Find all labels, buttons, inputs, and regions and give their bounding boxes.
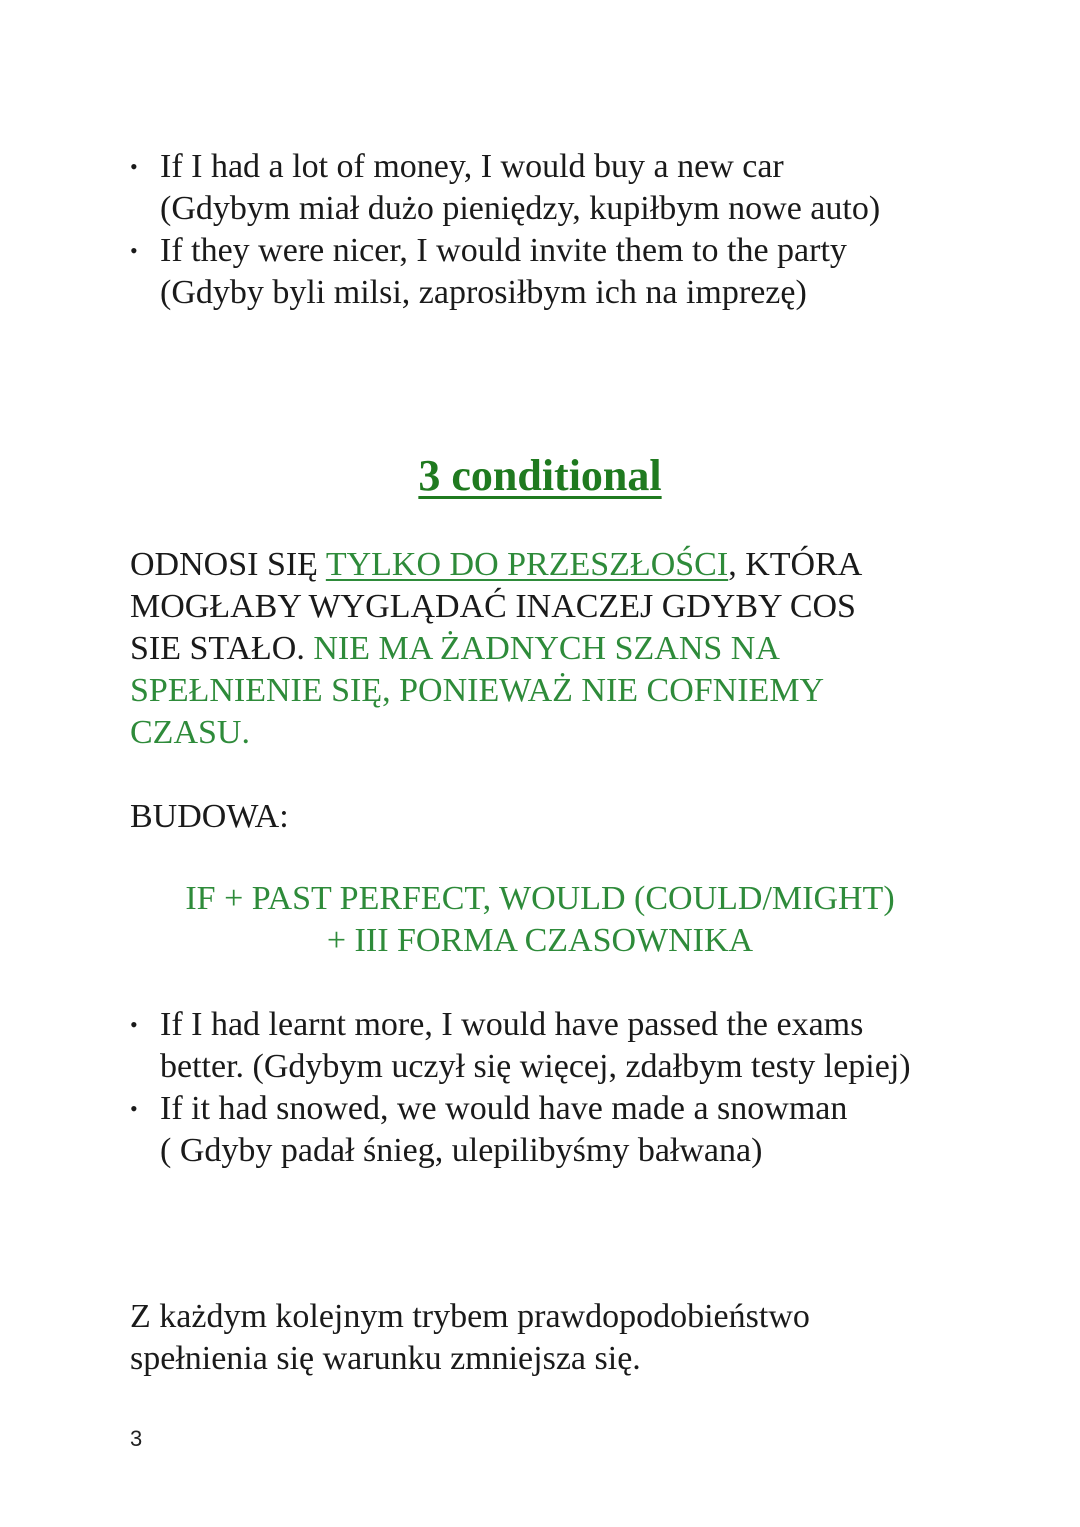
summary-line: Z każdym kolejnym trybem prawdopodobieństwo bbox=[130, 1298, 810, 1335]
summary-line: spełnienia się warunku zmniejsza się. bbox=[130, 1340, 641, 1377]
example-sentence: If I had learnt more, I would have passed the exams bbox=[160, 1006, 864, 1043]
bullet-icon: • bbox=[130, 1096, 138, 1121]
structure-formula bbox=[90, 878, 990, 962]
example-sentence: better. (Gdybym uczył się więcej, zdałbym testy lepiej) bbox=[160, 1048, 911, 1085]
budowa-label: BUDOWA: bbox=[130, 798, 289, 835]
example-translation: (Gdyby byli milsi, zaprosiłbym ich na imprezę) bbox=[160, 274, 807, 311]
section-heading: 3 conditional bbox=[418, 451, 662, 500]
list-item bbox=[130, 230, 960, 314]
page-number: 3 bbox=[130, 1426, 143, 1451]
example-sentence: If I had a lot of money, I would buy a new car bbox=[160, 148, 784, 185]
bullet-icon: • bbox=[130, 238, 138, 263]
formula-line: IF + PAST PERFECT, WOULD (COULD/MIGHT) bbox=[185, 880, 895, 917]
description-text: ODNOSI SIĘ bbox=[130, 546, 326, 583]
example-translation: ( Gdyby padał śnieg, ulepilibyśmy bałwana) bbox=[160, 1132, 763, 1169]
description-text: , KTÓRA MOGŁABY WYGLĄDAĆ INACZEJ GDYBY COS SIE STAŁO. bbox=[130, 546, 861, 667]
summary-paragraph bbox=[130, 1296, 930, 1380]
list-item bbox=[130, 1004, 960, 1088]
bullet-icon: • bbox=[130, 1012, 138, 1037]
description-paragraph bbox=[130, 544, 910, 754]
third-conditional-examples bbox=[130, 1004, 960, 1172]
description-highlight: TYLKO DO PRZESZŁOŚCI bbox=[325, 546, 729, 583]
second-conditional-examples bbox=[130, 146, 960, 314]
example-sentence: If it had snowed, we would have made a snowman bbox=[160, 1090, 848, 1127]
bullet-icon: • bbox=[130, 154, 138, 179]
formula-line: + III FORMA CZASOWNIKA bbox=[326, 922, 754, 959]
list-item bbox=[130, 146, 960, 230]
description-green-text: NIE MA ŻADNYCH SZANS NA SPEŁNIENIE SIĘ, PONIEWAŻ NIE COFNIEMY CZASU. bbox=[130, 630, 823, 751]
example-translation: (Gdybym miał dużo pieniędzy, kupiłbym nowe auto) bbox=[160, 190, 881, 227]
list-item bbox=[130, 1088, 960, 1172]
example-sentence: If they were nicer, I would invite them to the party bbox=[160, 232, 847, 269]
